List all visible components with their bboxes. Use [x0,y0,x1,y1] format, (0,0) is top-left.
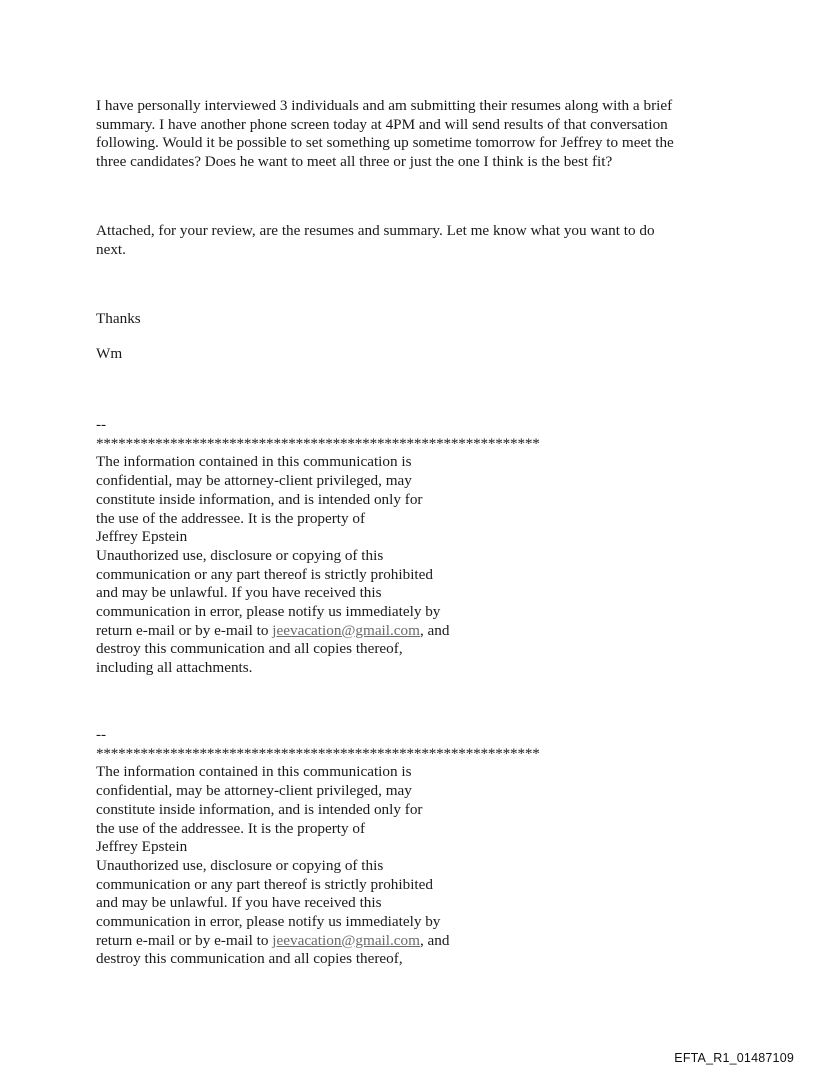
text-line: following. Would it be possible to set something up sometime tomorrow for Jeffrey to meet the [96,134,674,151]
disclaimer-line: destroy this communication and all copies thereof, [96,950,403,968]
disclaimer-line: The information contained in this communication is [96,453,412,471]
disclaimer-line: Unauthorized use, disclosure or copying of this [96,546,384,564]
text-line: I have personally interviewed 3 individuals and am submitting their resumes along with a brief [96,97,673,114]
confidentiality-disclaimer-2 [96,726,540,969]
disclaimer-line: communication or any part thereof is strictly prohibited [96,875,433,893]
email-suffix: , and [419,931,450,949]
disclaimer-line: confidential, may be attorney-client privileged, may [96,472,412,490]
email-link[interactable]: jeevacation@gmail.com [272,621,420,639]
disclaimer-line: confidential, may be attorney-client privileged, may [96,782,412,800]
text-line: Attached, for your review, are the resumes and summary. Let me know what you want to do [96,222,655,239]
separator-stars: ************************************************************ [96,434,540,452]
disclaimer-line: and may be unlawful. If you have received this [96,584,382,602]
disclaimer-line: communication or any part thereof is strictly prohibited [96,565,433,583]
confidentiality-disclaimer-1 [96,416,540,678]
body-paragraph-1 [96,97,674,171]
document-id: EFTA_R1_01487109 [674,1051,794,1065]
disclaimer-line: and may be unlawful. If you have received this [96,894,382,912]
signature: Wm [96,345,123,362]
separator-stars: ************************************************************ [96,744,540,762]
disclaimer-line: communication in error, please notify us immediately by [96,603,441,621]
disclaimer-line: Unauthorized use, disclosure or copying of this [96,856,384,874]
disclaimer-email-line [96,622,540,641]
disclaimer-line: constitute inside information, and is intended only for [96,490,423,508]
separator-dashes: -- [96,416,107,433]
closing-thanks: Thanks [96,310,141,327]
disclaimer-email-line [96,932,540,951]
text-line: summary. I have another phone screen today at 4PM and will send results of that conversation [96,115,668,133]
disclaimer-line: the use of the addressee. It is the property of [96,819,366,837]
email-prefix: return e-mail or by e-mail to [96,931,273,949]
disclaimer-line: the use of the addressee. It is the property of [96,509,366,527]
email-link[interactable]: jeevacation@gmail.com [272,931,420,949]
separator-dashes: -- [96,726,107,743]
text-line: next. [96,240,126,258]
email-suffix: , and [419,621,450,639]
body-paragraph-2 [96,222,655,259]
text-line: three candidates? Does he want to meet all three or just the one I think is the best fit? [96,152,613,170]
disclaimer-line: communication in error, please notify us immediately by [96,913,441,931]
email-prefix: return e-mail or by e-mail to [96,621,273,639]
disclaimer-line: The information contained in this communication is [96,763,412,781]
disclaimer-line: Jeffrey Epstein [96,838,188,856]
disclaimer-line: including all attachments. [96,659,253,677]
disclaimer-line: constitute inside information, and is intended only for [96,800,423,818]
disclaimer-line: destroy this communication and all copies thereof, [96,640,403,658]
disclaimer-line: Jeffrey Epstein [96,528,188,546]
